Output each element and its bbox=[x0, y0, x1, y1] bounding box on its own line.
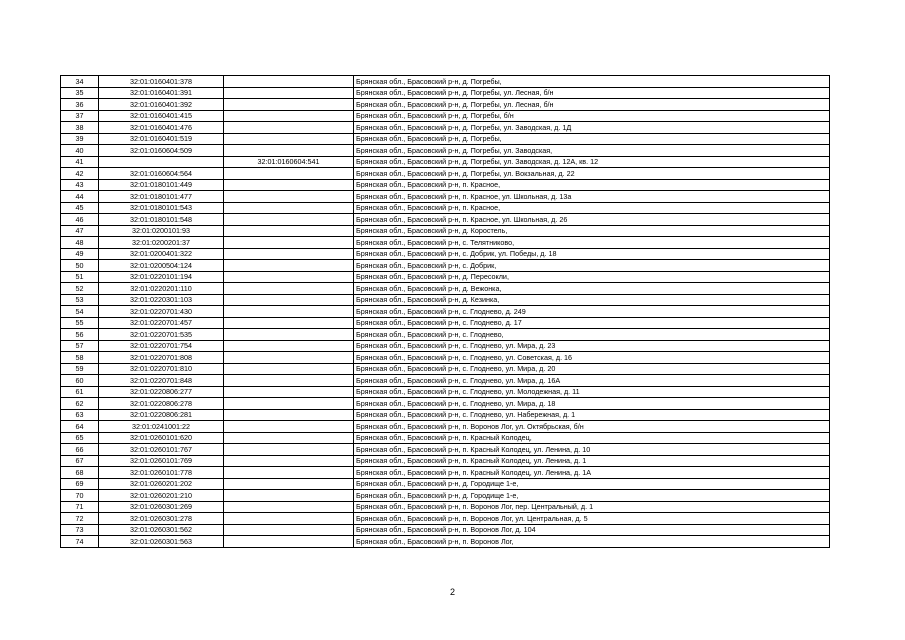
cadastral-number-cell: 32:01:0220701:535 bbox=[99, 329, 224, 341]
table-row bbox=[61, 421, 830, 433]
secondary-cadastral-number-cell: 32:01:0160604:541 bbox=[224, 156, 354, 168]
secondary-cadastral-number-cell bbox=[224, 375, 354, 387]
cadastral-number-cell: 32:01:0220701:808 bbox=[99, 352, 224, 364]
secondary-cadastral-number-cell bbox=[224, 317, 354, 329]
table-row bbox=[61, 99, 830, 111]
cadastral-number-cell: 32:01:0180101:543 bbox=[99, 202, 224, 214]
row-number-cell: 41 bbox=[61, 156, 99, 168]
row-number-cell: 38 bbox=[61, 122, 99, 134]
row-number-cell: 36 bbox=[61, 99, 99, 111]
cadastral-number-cell: 32:01:0220701:754 bbox=[99, 340, 224, 352]
table-row bbox=[61, 386, 830, 398]
table-row bbox=[61, 513, 830, 525]
row-number-cell: 51 bbox=[61, 271, 99, 283]
row-number-cell: 72 bbox=[61, 513, 99, 525]
cadastral-number-cell: 32:01:0241001:22 bbox=[99, 421, 224, 433]
address-cell: Брянская обл., Брасовский р-н, с. Глоднево, ул. Советская, д. 16 bbox=[354, 352, 830, 364]
secondary-cadastral-number-cell bbox=[224, 122, 354, 134]
cadastral-number-cell: 32:01:0260301:562 bbox=[99, 524, 224, 536]
row-number-cell: 37 bbox=[61, 110, 99, 122]
address-cell: Брянская обл., Брасовский р-н, д. Погребы, ул. Лесная, б/н bbox=[354, 87, 830, 99]
cadastral-number-cell: 32:01:0260101:767 bbox=[99, 444, 224, 456]
address-cell: Брянская обл., Брасовский р-н, с. Глоднево, д. 249 bbox=[354, 306, 830, 318]
address-cell: Брянская обл., Брасовский р-н, п. Красный Колодец, ул. Ленина, д. 10 bbox=[354, 444, 830, 456]
table-row bbox=[61, 283, 830, 295]
address-cell: Брянская обл., Брасовский р-н, д. Погребы, ул. Лесная, б/н bbox=[354, 99, 830, 111]
table-row bbox=[61, 87, 830, 99]
registry-table-body bbox=[61, 76, 830, 548]
secondary-cadastral-number-cell bbox=[224, 352, 354, 364]
cadastral-number-cell: 32:01:0180101:477 bbox=[99, 191, 224, 203]
address-cell: Брянская обл., Брасовский р-н, д. Погребы, ул. Заводская, bbox=[354, 145, 830, 157]
row-number-cell: 43 bbox=[61, 179, 99, 191]
address-cell: Брянская обл., Брасовский р-н, п. Красный Колодец, ул. Ленина, д. 1А bbox=[354, 467, 830, 479]
cadastral-number-cell: 32:01:0220806:277 bbox=[99, 386, 224, 398]
table-row bbox=[61, 248, 830, 260]
address-cell: Брянская обл., Брасовский р-н, п. Красный Колодец, bbox=[354, 432, 830, 444]
row-number-cell: 48 bbox=[61, 237, 99, 249]
secondary-cadastral-number-cell bbox=[224, 306, 354, 318]
table-row bbox=[61, 225, 830, 237]
address-cell: Брянская обл., Брасовский р-н, п. Красное, bbox=[354, 202, 830, 214]
table-row bbox=[61, 237, 830, 249]
row-number-cell: 50 bbox=[61, 260, 99, 272]
address-cell: Брянская обл., Брасовский р-н, с. Глоднево, ул. Мира, д. 23 bbox=[354, 340, 830, 352]
secondary-cadastral-number-cell bbox=[224, 501, 354, 513]
address-cell: Брянская обл., Брасовский р-н, п. Воронов Лог, пер. Центральный, д. 1 bbox=[354, 501, 830, 513]
address-cell: Брянская обл., Брасовский р-н, д. Погребы, bbox=[354, 133, 830, 145]
address-cell: Брянская обл., Брасовский р-н, д. Пересокли, bbox=[354, 271, 830, 283]
address-cell: Брянская обл., Брасовский р-н, д. Вежонка, bbox=[354, 283, 830, 295]
table-row bbox=[61, 352, 830, 364]
cadastral-number-cell: 32:01:0260201:202 bbox=[99, 478, 224, 490]
row-number-cell: 68 bbox=[61, 467, 99, 479]
cadastral-number-cell: 32:01:0160604:509 bbox=[99, 145, 224, 157]
cadastral-number-cell: 32:01:0180101:449 bbox=[99, 179, 224, 191]
secondary-cadastral-number-cell bbox=[224, 260, 354, 272]
secondary-cadastral-number-cell bbox=[224, 237, 354, 249]
row-number-cell: 73 bbox=[61, 524, 99, 536]
secondary-cadastral-number-cell bbox=[224, 87, 354, 99]
row-number-cell: 56 bbox=[61, 329, 99, 341]
table-row bbox=[61, 432, 830, 444]
secondary-cadastral-number-cell bbox=[224, 490, 354, 502]
secondary-cadastral-number-cell bbox=[224, 455, 354, 467]
cadastral-number-cell: 32:01:0220201:110 bbox=[99, 283, 224, 295]
secondary-cadastral-number-cell bbox=[224, 536, 354, 548]
cadastral-number-cell: 32:01:0260101:620 bbox=[99, 432, 224, 444]
address-cell: Брянская обл., Брасовский р-н, с. Глоднево, ул. Мира, д. 20 bbox=[354, 363, 830, 375]
cadastral-number-cell: 32:01:0160401:519 bbox=[99, 133, 224, 145]
cadastral-number-cell: 32:01:0220701:430 bbox=[99, 306, 224, 318]
table-row bbox=[61, 122, 830, 134]
table-row bbox=[61, 156, 830, 168]
cadastral-number-cell: 32:01:0160401:378 bbox=[99, 76, 224, 88]
cadastral-number-cell: 32:01:0260201:210 bbox=[99, 490, 224, 502]
row-number-cell: 63 bbox=[61, 409, 99, 421]
row-number-cell: 64 bbox=[61, 421, 99, 433]
row-number-cell: 45 bbox=[61, 202, 99, 214]
cadastral-number-cell: 32:01:0260101:769 bbox=[99, 455, 224, 467]
row-number-cell: 34 bbox=[61, 76, 99, 88]
address-cell: Брянская обл., Брасовский р-н, д. Погребы, ул. Заводская, д. 1Д bbox=[354, 122, 830, 134]
cadastral-number-cell: 32:01:0220701:848 bbox=[99, 375, 224, 387]
address-cell: Брянская обл., Брасовский р-н, с. Телятниково, bbox=[354, 237, 830, 249]
cadastral-number-cell: 32:01:0260301:278 bbox=[99, 513, 224, 525]
cadastral-number-cell: 32:01:0160604:564 bbox=[99, 168, 224, 180]
row-number-cell: 67 bbox=[61, 455, 99, 467]
cadastral-number-cell: 32:01:0160401:392 bbox=[99, 99, 224, 111]
secondary-cadastral-number-cell bbox=[224, 524, 354, 536]
address-cell: Брянская обл., Брасовский р-н, д. Погребы, ул. Заводская, д. 12А, кв. 12 bbox=[354, 156, 830, 168]
row-number-cell: 49 bbox=[61, 248, 99, 260]
secondary-cadastral-number-cell bbox=[224, 110, 354, 122]
row-number-cell: 57 bbox=[61, 340, 99, 352]
row-number-cell: 35 bbox=[61, 87, 99, 99]
table-row bbox=[61, 444, 830, 456]
cadastral-number-cell: 32:01:0220806:281 bbox=[99, 409, 224, 421]
table-row bbox=[61, 145, 830, 157]
address-cell: Брянская обл., Брасовский р-н, с. Глоднево, ул. Набережная, д. 1 bbox=[354, 409, 830, 421]
secondary-cadastral-number-cell bbox=[224, 214, 354, 226]
row-number-cell: 54 bbox=[61, 306, 99, 318]
address-cell: Брянская обл., Брасовский р-н, д. Погребы, bbox=[354, 76, 830, 88]
table-row bbox=[61, 110, 830, 122]
row-number-cell: 44 bbox=[61, 191, 99, 203]
row-number-cell: 71 bbox=[61, 501, 99, 513]
table-row bbox=[61, 168, 830, 180]
cadastral-number-cell: 32:01:0160401:391 bbox=[99, 87, 224, 99]
address-cell: Брянская обл., Брасовский р-н, д. Городище 1-е, bbox=[354, 478, 830, 490]
row-number-cell: 40 bbox=[61, 145, 99, 157]
row-number-cell: 52 bbox=[61, 283, 99, 295]
table-row bbox=[61, 524, 830, 536]
address-cell: Брянская обл., Брасовский р-н, п. Красное, ул. Школьная, д. 26 bbox=[354, 214, 830, 226]
secondary-cadastral-number-cell bbox=[224, 225, 354, 237]
table-row bbox=[61, 317, 830, 329]
row-number-cell: 70 bbox=[61, 490, 99, 502]
address-cell: Брянская обл., Брасовский р-н, д. Коростель, bbox=[354, 225, 830, 237]
table-row bbox=[61, 191, 830, 203]
row-number-cell: 69 bbox=[61, 478, 99, 490]
table-row bbox=[61, 179, 830, 191]
cadastral-number-cell: 32:01:0200504:124 bbox=[99, 260, 224, 272]
secondary-cadastral-number-cell bbox=[224, 283, 354, 295]
address-cell: Брянская обл., Брасовский р-н, с. Глоднево, ул. Молодежная, д. 11 bbox=[354, 386, 830, 398]
cadastral-number-cell: 32:01:0180101:548 bbox=[99, 214, 224, 226]
registry-table bbox=[60, 75, 830, 548]
secondary-cadastral-number-cell bbox=[224, 99, 354, 111]
table-row bbox=[61, 271, 830, 283]
address-cell: Брянская обл., Брасовский р-н, п. Красное, bbox=[354, 179, 830, 191]
secondary-cadastral-number-cell bbox=[224, 386, 354, 398]
address-cell: Брянская обл., Брасовский р-н, д. Городище 1-е, bbox=[354, 490, 830, 502]
address-cell: Брянская обл., Брасовский р-н, с. Добрик, ул. Победы, д. 18 bbox=[354, 248, 830, 260]
address-cell: Брянская обл., Брасовский р-н, п. Красный Колодец, ул. Ленина, д. 1 bbox=[354, 455, 830, 467]
row-number-cell: 46 bbox=[61, 214, 99, 226]
secondary-cadastral-number-cell bbox=[224, 432, 354, 444]
cadastral-number-cell: 32:01:0260301:269 bbox=[99, 501, 224, 513]
table-row bbox=[61, 329, 830, 341]
secondary-cadastral-number-cell bbox=[224, 478, 354, 490]
row-number-cell: 59 bbox=[61, 363, 99, 375]
secondary-cadastral-number-cell bbox=[224, 294, 354, 306]
row-number-cell: 60 bbox=[61, 375, 99, 387]
row-number-cell: 62 bbox=[61, 398, 99, 410]
address-cell: Брянская обл., Брасовский р-н, с. Глоднево, д. 17 bbox=[354, 317, 830, 329]
table-row bbox=[61, 214, 830, 226]
secondary-cadastral-number-cell bbox=[224, 133, 354, 145]
secondary-cadastral-number-cell bbox=[224, 168, 354, 180]
secondary-cadastral-number-cell bbox=[224, 409, 354, 421]
table-row bbox=[61, 398, 830, 410]
cadastral-number-cell: 32:01:0200201:37 bbox=[99, 237, 224, 249]
row-number-cell: 55 bbox=[61, 317, 99, 329]
secondary-cadastral-number-cell bbox=[224, 363, 354, 375]
cadastral-number-cell: 32:01:0220701:810 bbox=[99, 363, 224, 375]
address-cell: Брянская обл., Брасовский р-н, п. Воронов Лог, bbox=[354, 536, 830, 548]
secondary-cadastral-number-cell bbox=[224, 340, 354, 352]
address-cell: Брянская обл., Брасовский р-н, д. Погребы, б/н bbox=[354, 110, 830, 122]
cadastral-number-cell: 32:01:0220806:278 bbox=[99, 398, 224, 410]
cadastral-number-cell: 32:01:0220101:194 bbox=[99, 271, 224, 283]
address-cell: Брянская обл., Брасовский р-н, с. Глоднево, ул. Мира, д. 18 bbox=[354, 398, 830, 410]
secondary-cadastral-number-cell bbox=[224, 191, 354, 203]
table-row bbox=[61, 490, 830, 502]
cadastral-number-cell: 32:01:0260301:563 bbox=[99, 536, 224, 548]
cadastral-number-cell: 32:01:0220701:457 bbox=[99, 317, 224, 329]
cadastral-number-cell: 32:01:0160401:415 bbox=[99, 110, 224, 122]
cadastral-number-cell bbox=[99, 156, 224, 168]
secondary-cadastral-number-cell bbox=[224, 444, 354, 456]
address-cell: Брянская обл., Брасовский р-н, п. Воронов Лог, ул. Центральная, д. 5 bbox=[354, 513, 830, 525]
secondary-cadastral-number-cell bbox=[224, 179, 354, 191]
secondary-cadastral-number-cell bbox=[224, 271, 354, 283]
secondary-cadastral-number-cell bbox=[224, 329, 354, 341]
page-number: 2 bbox=[449, 587, 455, 597]
cadastral-number-cell: 32:01:0200101:93 bbox=[99, 225, 224, 237]
table-row bbox=[61, 260, 830, 272]
secondary-cadastral-number-cell bbox=[224, 421, 354, 433]
secondary-cadastral-number-cell bbox=[224, 248, 354, 260]
table-row bbox=[61, 409, 830, 421]
address-cell: Брянская обл., Брасовский р-н, с. Глоднево, bbox=[354, 329, 830, 341]
row-number-cell: 58 bbox=[61, 352, 99, 364]
row-number-cell: 47 bbox=[61, 225, 99, 237]
table-row bbox=[61, 501, 830, 513]
table-row bbox=[61, 340, 830, 352]
secondary-cadastral-number-cell bbox=[224, 76, 354, 88]
table-row bbox=[61, 306, 830, 318]
row-number-cell: 39 bbox=[61, 133, 99, 145]
cadastral-number-cell: 32:01:0200401:322 bbox=[99, 248, 224, 260]
address-cell: Брянская обл., Брасовский р-н, д. Погребы, ул. Вокзальная, д. 22 bbox=[354, 168, 830, 180]
table-row bbox=[61, 536, 830, 548]
row-number-cell: 53 bbox=[61, 294, 99, 306]
table-row bbox=[61, 455, 830, 467]
table-row bbox=[61, 478, 830, 490]
address-cell: Брянская обл., Брасовский р-н, п. Воронов Лог, д. 104 bbox=[354, 524, 830, 536]
address-cell: Брянская обл., Брасовский р-н, с. Добрик, bbox=[354, 260, 830, 272]
address-cell: Брянская обл., Брасовский р-н, д. Кезинка, bbox=[354, 294, 830, 306]
table-row bbox=[61, 76, 830, 88]
address-cell: Брянская обл., Брасовский р-н, п. Красное, ул. Школьная, д. 13а bbox=[354, 191, 830, 203]
table-row bbox=[61, 202, 830, 214]
address-cell: Брянская обл., Брасовский р-н, п. Воронов Лог, ул. Октябрьская, б/н bbox=[354, 421, 830, 433]
cadastral-number-cell: 32:01:0160401:476 bbox=[99, 122, 224, 134]
table-row bbox=[61, 467, 830, 479]
secondary-cadastral-number-cell bbox=[224, 398, 354, 410]
secondary-cadastral-number-cell bbox=[224, 467, 354, 479]
secondary-cadastral-number-cell bbox=[224, 145, 354, 157]
secondary-cadastral-number-cell bbox=[224, 513, 354, 525]
secondary-cadastral-number-cell bbox=[224, 202, 354, 214]
table-row bbox=[61, 375, 830, 387]
table-row bbox=[61, 363, 830, 375]
cadastral-number-cell: 32:01:0260101:778 bbox=[99, 467, 224, 479]
row-number-cell: 42 bbox=[61, 168, 99, 180]
cadastral-number-cell: 32:01:0220301:103 bbox=[99, 294, 224, 306]
table-row bbox=[61, 133, 830, 145]
row-number-cell: 65 bbox=[61, 432, 99, 444]
table-row bbox=[61, 294, 830, 306]
address-cell: Брянская обл., Брасовский р-н, с. Глоднево, ул. Мира, д. 16А bbox=[354, 375, 830, 387]
row-number-cell: 74 bbox=[61, 536, 99, 548]
row-number-cell: 66 bbox=[61, 444, 99, 456]
row-number-cell: 61 bbox=[61, 386, 99, 398]
